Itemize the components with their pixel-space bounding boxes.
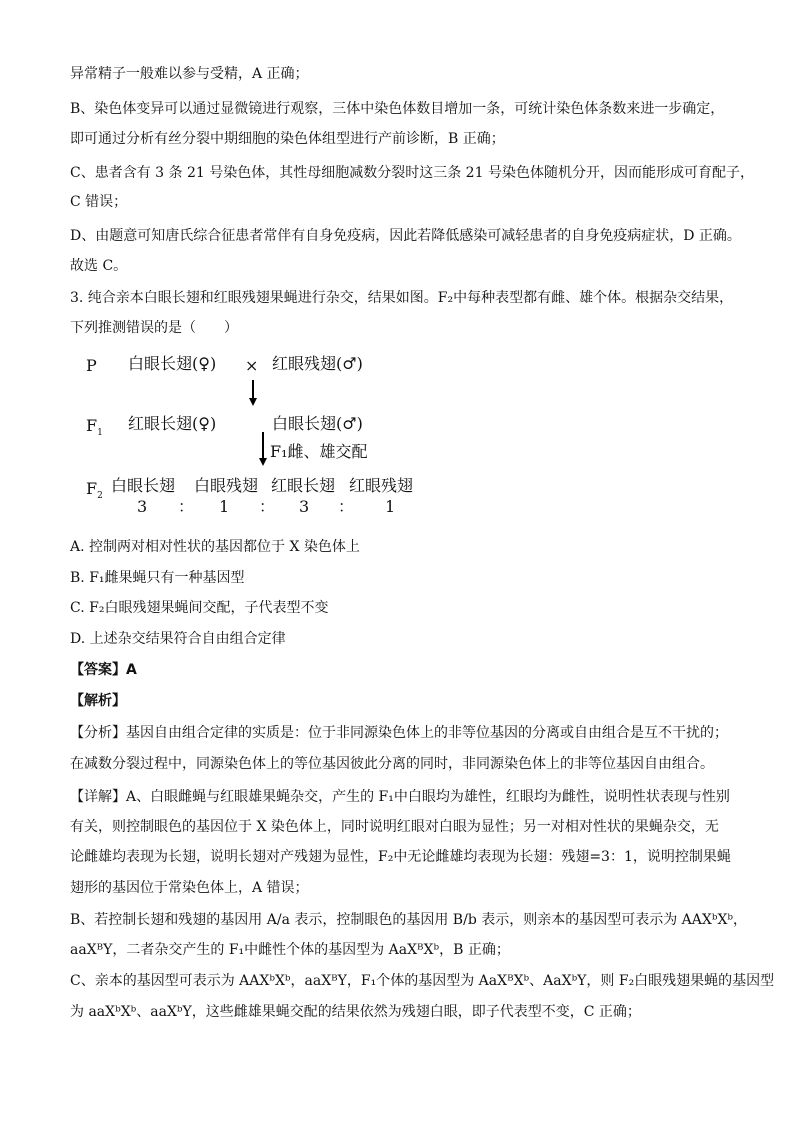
- p-female: 白眼长翅(♀): [128, 354, 217, 373]
- paragraph-line: 即可通过分析有丝分裂中期细胞的染色体组型进行产前诊断，B 正确；: [70, 131, 505, 147]
- explanation-line: B、若控制长翅和残翅的基因用 A/a 表示，控制眼色的基因用 B/b 表示，则亲本的基因型可表示为 AAXᵇXᵇ，: [70, 912, 748, 928]
- paragraph-line: D、由题意可知唐氏综合征患者常伴有自身免疫病，因此若降低感染可减轻患者的自身免疫病症状，D 正确。: [70, 228, 741, 244]
- question-stem: 3. 纯合亲本白眼长翅和红眼残翅果蝇进行杂交，结果如图。F₂中每种表型都有雌、雄个体。根据杂交结果，: [70, 290, 734, 306]
- f1-male: 白眼长翅(♂): [272, 414, 363, 433]
- explanation-line: 有关，则控制眼色的基因位于 X 染色体上，同时说明红眼对白眼为显性；另一对相对性状的果蝇杂交，无: [70, 819, 719, 835]
- arrow-down-icon: [252, 380, 254, 400]
- explanation-line: C、亲本的基因型可表示为 AAXᵇXᵇ，aaXᴮY，F₁个体的基因型为 AaXᴮXᵇ、AaXᵇY，则 F₂白眼残翅果蝇的基因型: [70, 973, 775, 989]
- answer-label: 【答案】A: [70, 662, 137, 678]
- option-a: A. 控制两对相对性状的基因都位于 X 染色体上: [70, 539, 360, 555]
- analysis-label: 【解析】: [70, 693, 126, 709]
- p-label: P: [86, 356, 97, 375]
- f2-type: 白眼长翅: [111, 476, 176, 495]
- paragraph-line: 故选 C。: [70, 258, 128, 274]
- f2-ratio: 3: [137, 497, 148, 516]
- f2-type: 红眼残翅: [349, 476, 414, 495]
- option-c: C. F₂白眼残翅果蝇间交配，子代表型不变: [70, 600, 329, 616]
- p-male: 红眼残翅(♂): [272, 354, 363, 373]
- f1-label: $F_1$: [86, 416, 103, 439]
- explanation-line: aaXᴮY，二者杂交产生的 F₁中雌性个体的基因型为 AaXᴮXᵇ，B 正确；: [70, 942, 510, 958]
- paragraph-line: C、患者含有 3 条 21 号染色体，其性母细胞减数分裂时这三条 21 号染色体随机分开，因而能形成可育配子，: [70, 165, 754, 181]
- f1-female: 红眼长翅(♀): [128, 414, 217, 433]
- f2-ratio: 1: [219, 497, 230, 516]
- f2-label: $F_2$: [86, 479, 103, 502]
- f2-type: 红眼长翅: [271, 476, 336, 495]
- f2-ratio: 1: [385, 497, 396, 516]
- explanation-line: 在减数分裂过程中，同源染色体上的等位基因彼此分离的同时，非同源染色体上的非等位基因自由组合。: [70, 756, 714, 772]
- cross-symbol: ×: [245, 356, 259, 375]
- question-stem: 下列推测错误的是（ ）: [70, 320, 238, 336]
- f2-ratio: ：: [338, 497, 355, 516]
- f2-ratio: 3: [299, 497, 310, 516]
- paragraph-line: B、染色体变异可以通过显微镜进行观察，三体中染色体数目增加一条，可统计染色体条数来进一步确定，: [70, 101, 725, 117]
- option-d: D. 上述杂交结果符合自由组合定律: [70, 631, 286, 647]
- f2-ratio: ：: [178, 497, 195, 516]
- arrow-head-icon: [259, 458, 267, 466]
- explanation-line: 论雌雄均表现为长翅，说明长翅对产残翅为显性，F₂中无论雌雄均表现为长翅：残翅=3：1，说明控制果蝇: [70, 849, 731, 865]
- explanation-line: 【详解】A、白眼雌蝇与红眼雄果蝇杂交，产生的 F₁中白眼均为雄性，红眼均为雌性，说明性状表现与性别: [70, 789, 730, 805]
- f1-cross-label: F₁雌、雄交配: [270, 442, 368, 461]
- arrow-down-icon: [262, 432, 264, 460]
- explanation-line: 【分析】基因自由组合定律的实质是：位于非同源染色体上的非等位基因的分离或自由组合是互不干扰的；: [70, 725, 728, 741]
- paragraph-line: C 错误；: [70, 194, 128, 210]
- option-b: B. F₁雌果蝇只有一种基因型: [70, 570, 245, 586]
- paragraph-line: 异常精子一般难以参与受精，A 正确；: [70, 66, 309, 82]
- explanation-line: 为 aaXᵇXᵇ、aaXᵇY，这些雌雄果蝇交配的结果依然为残翅白眼，即子代表型不变，C 正确；: [70, 1004, 641, 1020]
- explanation-line: 翅形的基因位于常染色体上，A 错误；: [70, 880, 309, 896]
- f2-type: 白眼残翅: [194, 476, 259, 495]
- f2-ratio: ：: [259, 497, 276, 516]
- arrow-head-icon: [249, 398, 257, 406]
